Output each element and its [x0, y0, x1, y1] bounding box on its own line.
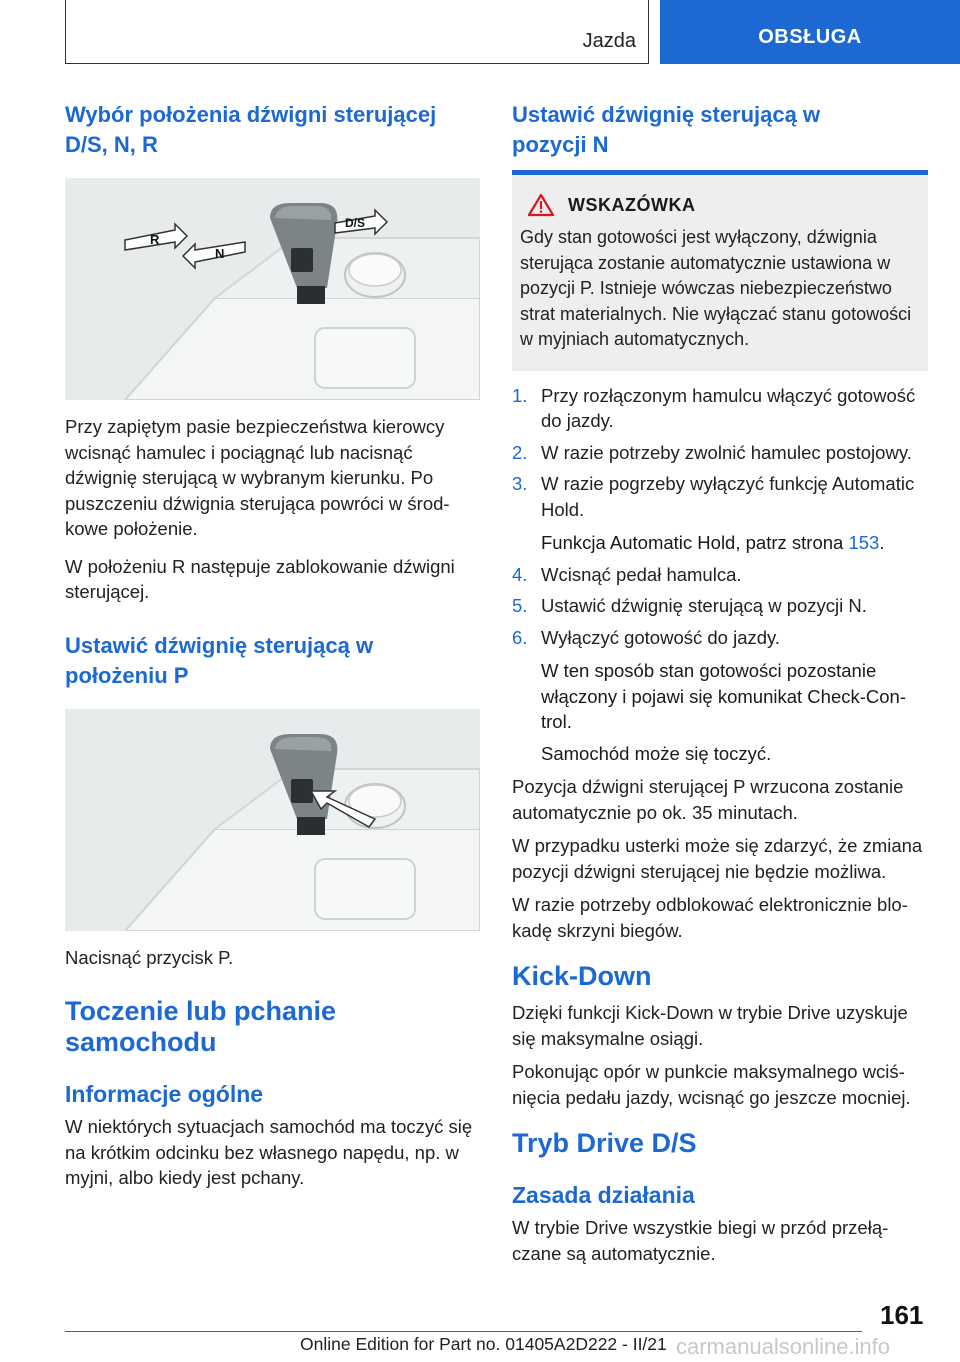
- header-frame: [65, 0, 649, 64]
- heading-general-info: Informacje ogólne: [65, 1081, 264, 1107]
- notice-title: WSKAZÓWKA: [568, 194, 696, 215]
- right-column: [512, 100, 928, 1278]
- paragraph-general: W niektórych sytuacjach samochód ma toczyć się na krótkim odcinku bez własnego napędu, np. w myjni, albo kiedy jest pchany.: [65, 1116, 473, 1188]
- list-item: 6. Wyłączyć gotowość do jazdy.: [512, 626, 781, 648]
- page-number: 161: [880, 1300, 924, 1330]
- figure-selector-lever-directions: [65, 178, 480, 400]
- heading-kickdown: Kick-Down: [512, 961, 652, 991]
- figure-park-button: [65, 709, 480, 931]
- step-3-note: Funkcja Automatic Hold, patrz strona 153.: [541, 532, 885, 553]
- header-section-title: Jazda: [582, 30, 636, 52]
- watermark: carmanualsonline.info: [676, 1334, 891, 1359]
- footer-divider: [65, 1331, 862, 1332]
- heading-park-position: Ustawić dźwignię sterującą w położeniu P: [65, 632, 374, 688]
- paragraph-neutral-2: W przypadku usterki może się zdarzyć, że zmiana pozycji dźwigni sterującej nie będzie możliwa.: [512, 835, 923, 882]
- notice-text: Gdy stan gotowości jest wyłączony, dźwignia sterująca zostanie automatycznie ustawiona w pozycji P. Istnieje wówczas niebezpieczeństwo strat materialnych. Nie wyłączać stanu gotowości w myjniach automatycznych.: [520, 227, 912, 349]
- heading-towing: Toczenie lub pchanie samochodu: [65, 996, 337, 1057]
- step-6-note-2: Samochód może się toczyć.: [541, 742, 772, 764]
- list-item: 3. W razie pogrzeby wyłączyć funkcję Automatic Hold.: [512, 473, 915, 520]
- left-column: [65, 100, 480, 1203]
- heading-neutral-position: Ustawić dźwignię sterującą w pozycji N: [512, 102, 821, 157]
- label-r: R: [150, 232, 160, 247]
- list-item: 4. Wcisnąć pedał hamulca.: [512, 563, 742, 585]
- notice-box: [512, 170, 928, 371]
- label-ds: D/S: [345, 216, 366, 230]
- warning-triangle-icon: [520, 193, 562, 217]
- header-chapter-tab[interactable]: OBSŁUGA: [660, 0, 960, 64]
- heading-drive-mode: Tryb Drive D/S: [512, 1128, 697, 1158]
- paragraph-neutral-3: W razie potrzeby odblokować elektronicznie blokadę skrzyni biegów.: [512, 894, 908, 941]
- park-button-illustration: [65, 709, 480, 931]
- paragraph-neutral-1: Pozycja dźwigni sterującej P wrzucona zostanie automatycznie po ok. 35 minutach.: [512, 776, 904, 823]
- step-6-note-1: W ten sposób stan gotowości pozostanie włączony i pojawi się komunikat Check-Control.: [541, 660, 907, 732]
- heading-select-position: Wybór położenia dźwigni sterującej D/S, N, R: [65, 102, 437, 157]
- paragraph-principle: W trybie Drive wszystkie biegi w przód przełączane są automatycznie.: [512, 1217, 889, 1264]
- page-reference-link[interactable]: 153: [848, 532, 880, 553]
- list-item: 5. Ustawić dźwignię sterującą w pozycji N.: [512, 595, 867, 616]
- label-n: N: [215, 246, 225, 261]
- paragraph-kickdown-2: Pokonując opór w punkcie maksymalnego wciśnięcia pedału jazdy, wcisnąć go jeszcze mocniej.: [512, 1061, 911, 1108]
- paragraph-select-2: W położeniu R następuje zablokowanie dźwigni sterującej.: [65, 555, 455, 602]
- paragraph-kickdown-1: Dzięki funkcji Kick-Down w trybie Drive uzyskuje się maksymalne osiągi.: [512, 1002, 908, 1049]
- steps-list: [512, 383, 928, 523]
- footer-edition: Online Edition for Part no. 01405A2D222 - II/21: [300, 1334, 667, 1354]
- paragraph-select-1: Przy zapiętym pasie bezpieczeństwa kierowcy wcisnąć hamulec i pociągnąć lub nacisnąć dźwignię sterującą w wybranym kierunku. Po puszczeniu dźwignia sterująca powróci w środkowe położenie.: [65, 416, 450, 539]
- steps-list-continued: [512, 562, 928, 651]
- heading-principle: Zasada działania: [512, 1182, 695, 1208]
- list-item: 2. W razie potrzeby zwolnić hamulec postojowy.: [512, 441, 912, 463]
- list-item: 1. Przy rozłączonym hamulcu włączyć gotowość do jazdy.: [512, 384, 916, 431]
- selector-lever-illustration: [65, 178, 480, 400]
- paragraph-park: Nacisnąć przycisk P.: [65, 946, 234, 968]
